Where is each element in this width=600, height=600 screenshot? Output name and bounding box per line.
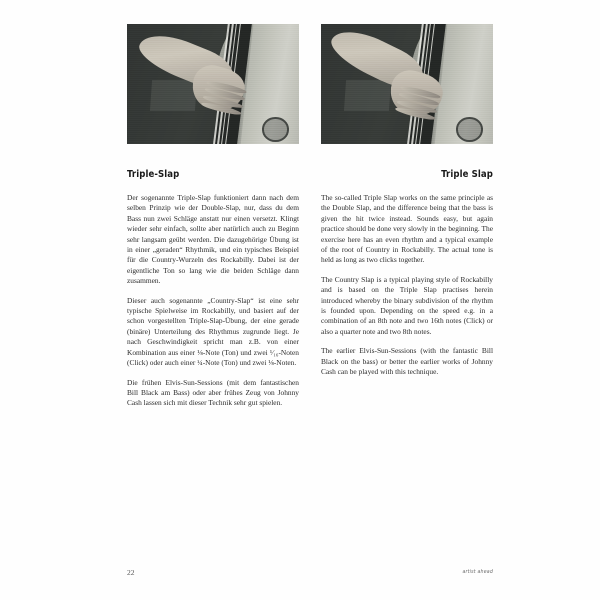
german-paragraph-2: Dieser auch sogenannte „Country-Slap“ ist eine sehr typische Spielweise im Rockabilly, und basiert auf der schon vorgestellten Triple-Slap-Übung, der eine gerade (binäre) Unterteilung des Rhythmus zugrunde liegt. Je nach Geschwindigkeit spricht man z.B. von einer Kombination aus einer ⅛-Note (Ton) und zwei ¹⁄₁₆-Noten (Click) oder auch einer ¼-Note (Ton) und zwei ⅛-Noten. (127, 295, 299, 368)
english-paragraph-2: The Country Slap is a typical playing style of Rockabilly and is based on the Triple Slap practises herein introduced whereby the binary subdivision of the rhythm is founded upon. Depending on the speed e.g. in a combination of an 8th note and two 16th notes (Click) or also a quarter note and two 8th notes. (321, 274, 493, 336)
photo-right-bass-slap (321, 24, 493, 144)
heading-german: Triple-Slap (127, 169, 180, 180)
photo-left-content (127, 24, 299, 144)
photo-right-content (321, 24, 493, 144)
page-footer (127, 560, 493, 600)
publisher-imprint: artist ahead (462, 569, 493, 575)
photo-grain-overlay (321, 24, 493, 144)
english-paragraph-3: The earlier Elvis-Sun-Sessions (with the fantastic Bill Black on the bass) or better the earlier works of Johnny Cash can be played with this technique. (321, 346, 493, 377)
german-paragraph-1: Der sogenannte Triple-Slap funktioniert dann nach dem selben Prinzip wie der Double-Slap, nur, dass du dem Bass nun zwei Schläge anstatt nur einen versetzt. Klingt wieder sehr einfach, sollte aber natürlich auch zu Beginn sehr langsam geübt werden. Die dazugehörige Übung ist in einer „geraden“ Rhythmik, und ein typisches Beispiel für die Country-Wurzeln des Rockabilly. Dabei ist der eigentliche Ton so lang wie die beiden Schläge dann zusammen. (127, 193, 299, 286)
section-headings (127, 169, 493, 180)
column-german (127, 193, 299, 418)
german-paragraph-3: Die frühen Elvis-Sun-Sessions (mit dem fantastischen Bill Black am Bass) oder aber frühes Zeug von Johnny Cash lassen sich mit dieser Technik sehr gut spielen. (127, 377, 299, 408)
photo-row (127, 24, 493, 144)
text-columns (127, 193, 493, 418)
page-number: 22 (127, 568, 135, 577)
english-paragraph-1: The so-called Triple Slap works on the same principle as the Double Slap, and the difference being that the bass is given the hit twice instead. Sounds easy, but again practice should be done very slowly in the beginning. The exercise here has an even rhythm and a typical example of the root of Country in Rockabilly. The actual tone is held as long as two clicks together. (321, 193, 493, 265)
column-english (321, 193, 493, 418)
photo-left-bass-slap (127, 24, 299, 144)
photo-grain-overlay (127, 24, 299, 144)
heading-english: Triple Slap (441, 169, 493, 180)
